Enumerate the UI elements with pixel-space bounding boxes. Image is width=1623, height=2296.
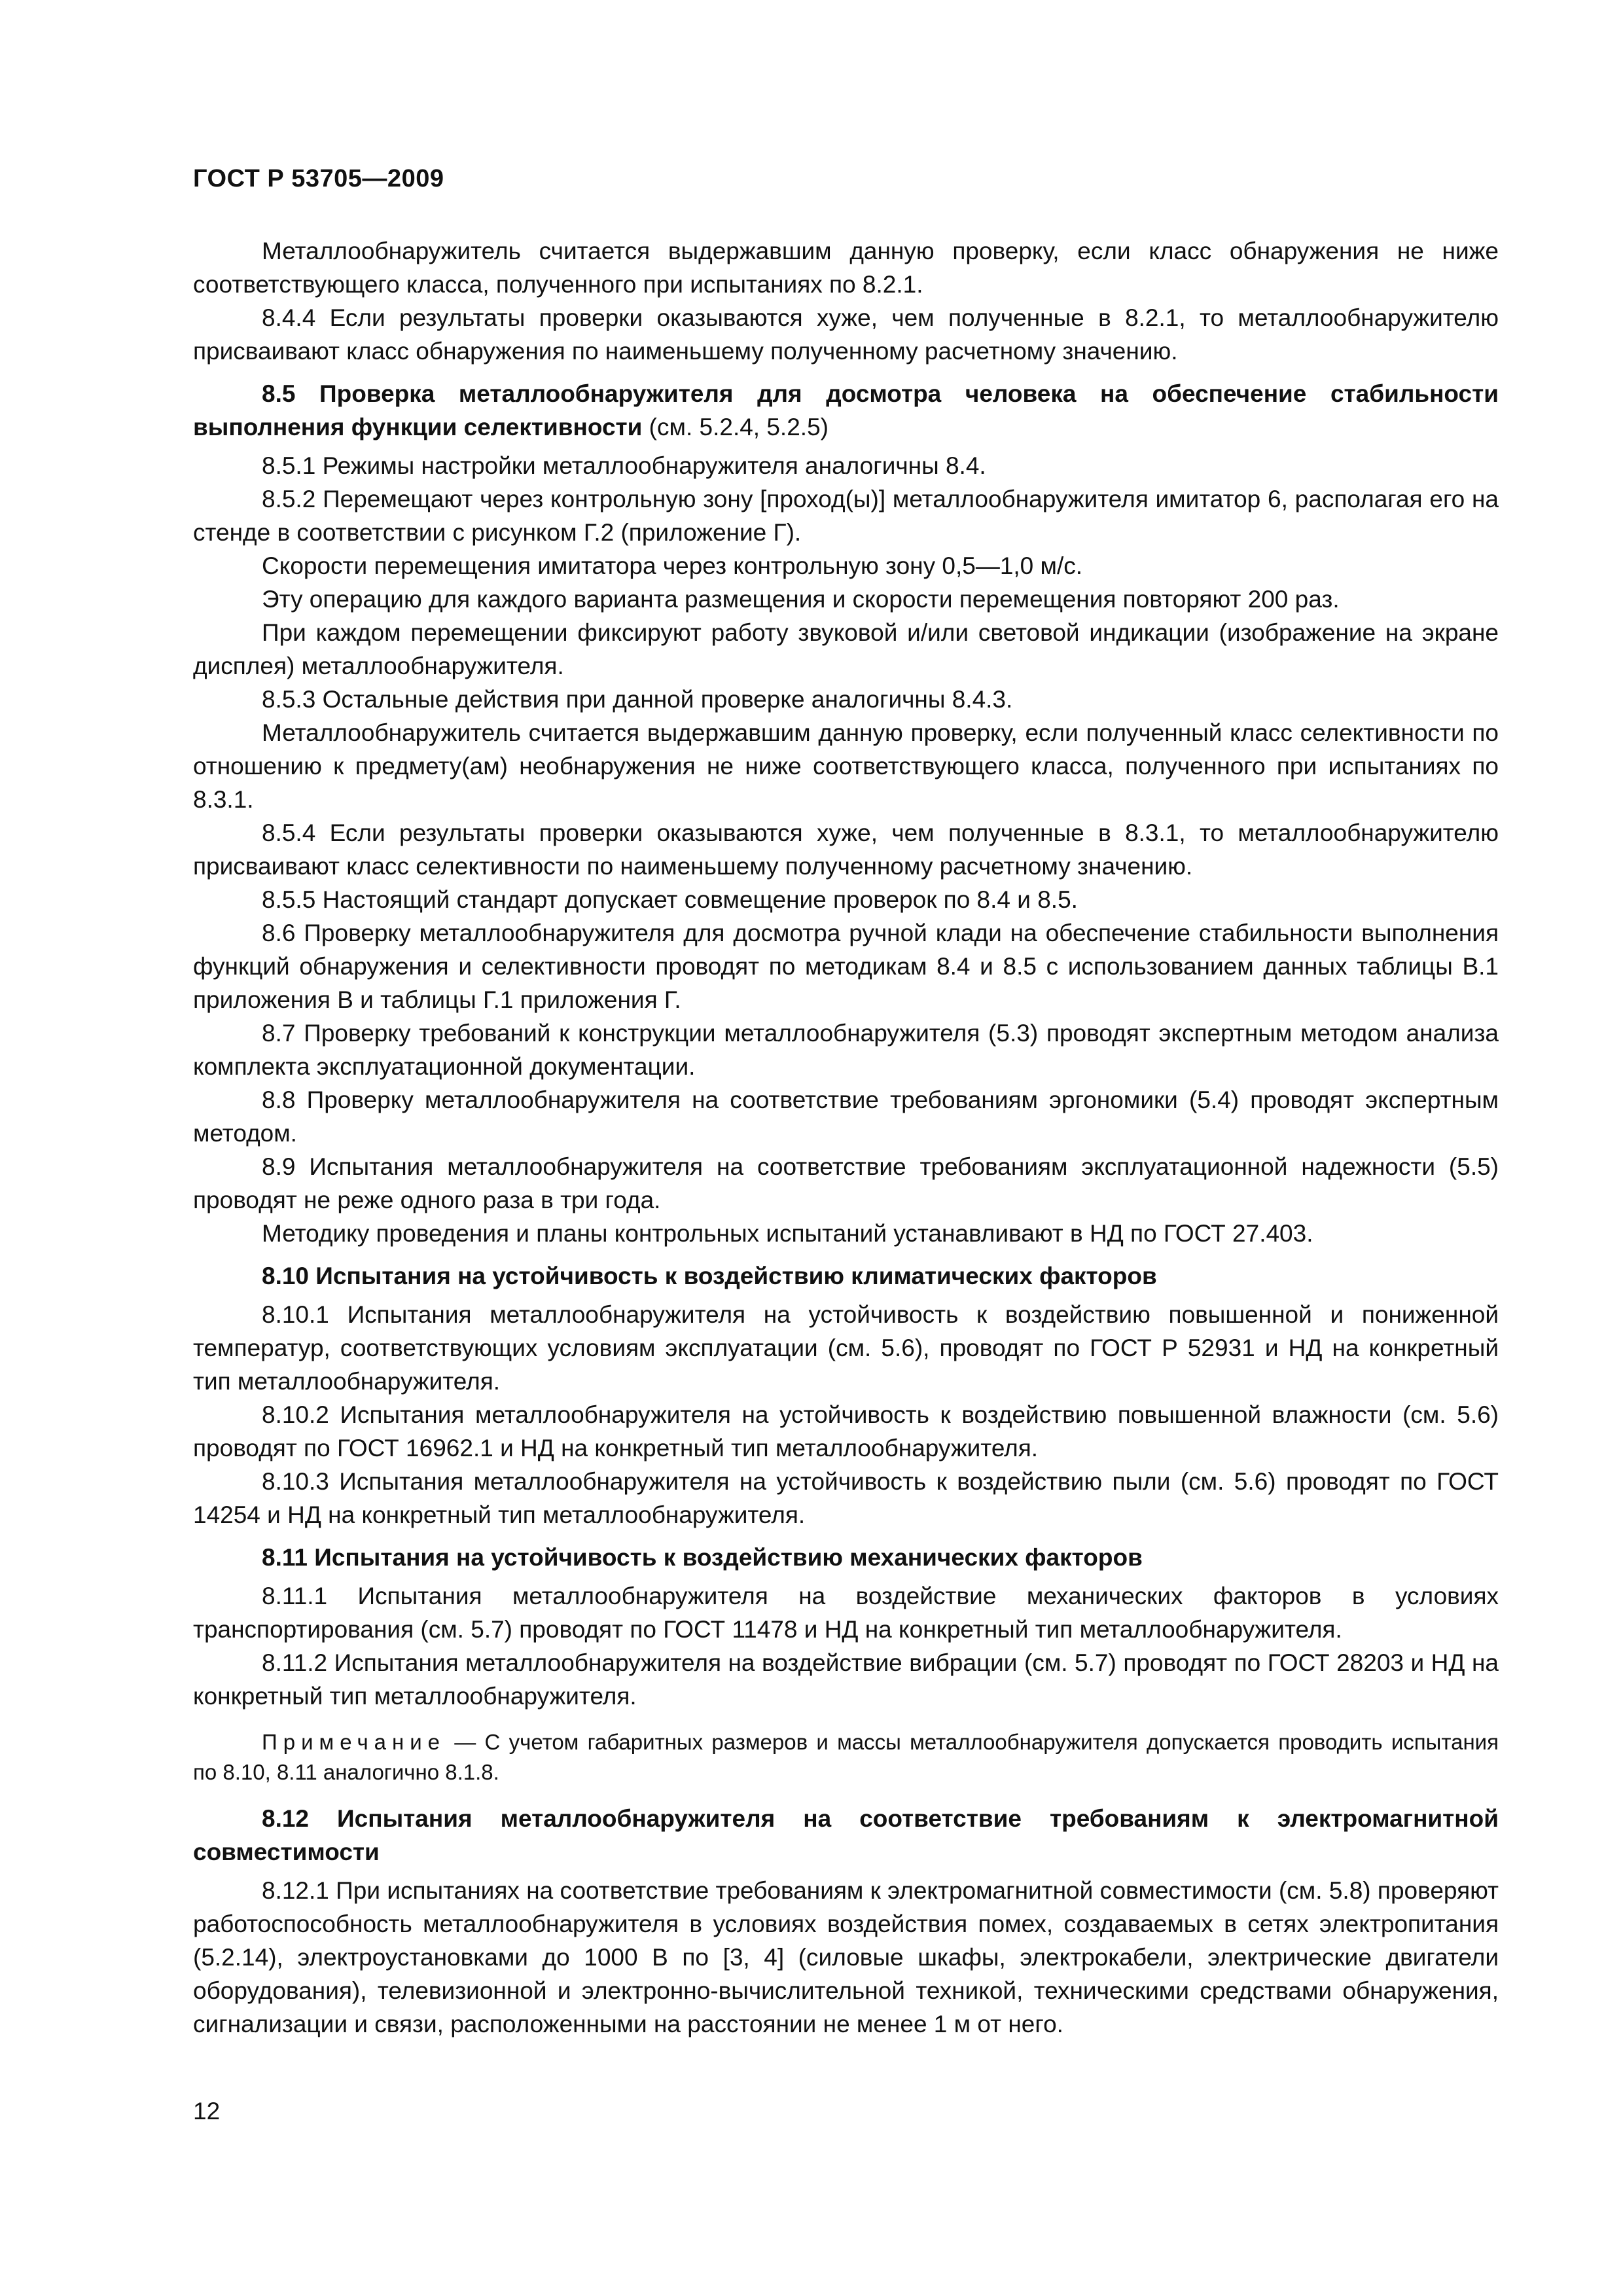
section-title: 8.5 Проверка металлообнаружителя для досмотра человека на обеспечение стабильности выполнения функции селективности <box>193 380 1499 440</box>
section-heading-8-11: 8.11 Испытания на устойчивость к воздействию механических факторов <box>262 1544 1143 1571</box>
document-body <box>193 234 1499 2041</box>
paragraph: 8.5.2 Перемещают через контрольную зону [проход(ы)] металлообнаружителя имитатор 6, располагая его на стенде в соответствии с рисунком Г.2 (приложение Г). <box>193 486 1499 546</box>
paragraph: 8.6 Проверку металлообнаружителя для досмотра ручной клади на обеспечение стабильности выполнения функций обнаружения и селективности проводят по методикам 8.4 и 8.5 с использованием данных таблицы В.1 приложения В и таблицы Г.1 приложения Г. <box>193 920 1499 1013</box>
paragraph: 8.4.4 Если результаты проверки оказываются хуже, чем полученные в 8.2.1, то металлообнаружителю присваивают класс обнаружения по наименьшему полученному расчетному значению. <box>193 304 1499 365</box>
note-text: — С учетом габаритных размеров и массы металлообнаружителя допускается проводить испытания по 8.10, 8.11 аналогично 8.1.8. <box>193 1730 1499 1784</box>
note-label: Примечание <box>262 1730 446 1754</box>
paragraph: 8.10.3 Испытания металлообнаружителя на устойчивость к воздействию пыли (см. 5.6) проводят по ГОСТ 14254 и НД на конкретный тип металлообнаружителя. <box>193 1468 1499 1528</box>
section-heading-8-10: 8.10 Испытания на устойчивость к воздействию климатических факторов <box>262 1263 1157 1289</box>
paragraph: 8.7 Проверку требований к конструкции металлообнаружителя (5.3) проводят экспертным методом анализа комплекта эксплуатационной документации. <box>193 1020 1499 1080</box>
paragraph: 8.11.2 Испытания металлообнаружителя на воздействие вибрации (см. 5.7) проводят по ГОСТ 28203 и НД на конкретный тип металлообнаружителя. <box>193 1649 1499 1710</box>
paragraph: Эту операцию для каждого варианта размещения и скорости перемещения повторяют 200 раз. <box>262 586 1340 613</box>
paragraph: Методику проведения и планы контрольных испытаний устанавливают в НД по ГОСТ 27.403. <box>262 1220 1313 1247</box>
paragraph: 8.8 Проверку металлообнаружителя на соответствие требованиям эргономики (5.4) проводят экспертным методом. <box>193 1086 1499 1147</box>
paragraph: 8.5.3 Остальные действия при данной проверке аналогичны 8.4.3. <box>262 686 1013 713</box>
paragraph: 8.9 Испытания металлообнаружителя на соответствие требованиям эксплуатационной надежности (5.5) проводят не реже одного раза в три года. <box>193 1153 1499 1213</box>
paragraph: Металлообнаружитель считается выдержавшим данную проверку, если класс обнаружения не ниже соответствующего класса, полученного при испытаниях по 8.2.1. <box>193 238 1499 298</box>
paragraph: Металлообнаружитель считается выдержавшим данную проверку, если полученный класс селективности по отношению к предмету(ам) необнаружения не ниже соответствующего класса, полученного при испытаниях по 8.3.1. <box>193 719 1499 813</box>
paragraph: Скорости перемещения имитатора через контрольную зону 0,5—1,0 м/с. <box>262 552 1083 579</box>
paragraph: 8.5.1 Режимы настройки металлообнаружителя аналогичны 8.4. <box>262 452 986 479</box>
paragraph: 8.12.1 При испытаниях на соответствие требованиям к электромагнитной совместимости (см. 5.8) проверяют работоспособность металлообнаружителя в условиях воздействия помех, создаваемых в сетях электропитания (5.2.14), электроустановками до 1000 В по [3, 4] (силовые шкафы, электрокабели, электрические двигатели оборудования), телевизионной и электронно-вычислительной техникой, техническими средствами обнаружения, сигнализации и связи, расположенными на расстоянии не менее 1 м от него. <box>193 1877 1499 2037</box>
paragraph: 8.11.1 Испытания металлообнаружителя на воздействие механических факторов в условиях транспортирования (см. 5.7) проводят по ГОСТ 11478 и НД на конкретный тип металлообнаружителя. <box>193 1583 1499 1643</box>
paragraph: 8.10.1 Испытания металлообнаружителя на устойчивость к воздействию повышенной и пониженной температур, соответствующих условиям эксплуатации (см. 5.6), проводят по ГОСТ Р 52931 и НД на конкретный тип металлообнаружителя. <box>193 1301 1499 1395</box>
paragraph: При каждом перемещении фиксируют работу звуковой и/или световой индикации (изображение на экране дисплея) металлообнаружителя. <box>193 619 1499 679</box>
section-reference: (см. 5.2.4, 5.2.5) <box>642 414 829 440</box>
note <box>193 1727 1499 1787</box>
document-header: ГОСТ Р 53705—2009 <box>193 165 444 192</box>
section-heading-8-12: 8.12 Испытания металлообнаружителя на соответствие требованиям к электромагнитной совместимости <box>193 1805 1499 1865</box>
page-number: 12 <box>193 2098 221 2125</box>
paragraph: 8.5.5 Настоящий стандарт допускает совмещение проверок по 8.4 и 8.5. <box>262 886 1078 913</box>
paragraph: 8.5.4 Если результаты проверки оказываются хуже, чем полученные в 8.3.1, то металлообнаружителю присваивают класс селективности по наименьшему полученному расчетному значению. <box>193 819 1499 880</box>
paragraph: 8.10.2 Испытания металлообнаружителя на устойчивость к воздействию повышенной влажности (см. 5.6) проводят по ГОСТ 16962.1 и НД на конкретный тип металлообнаружителя. <box>193 1401 1499 1462</box>
section-heading-8-5 <box>193 377 1499 444</box>
